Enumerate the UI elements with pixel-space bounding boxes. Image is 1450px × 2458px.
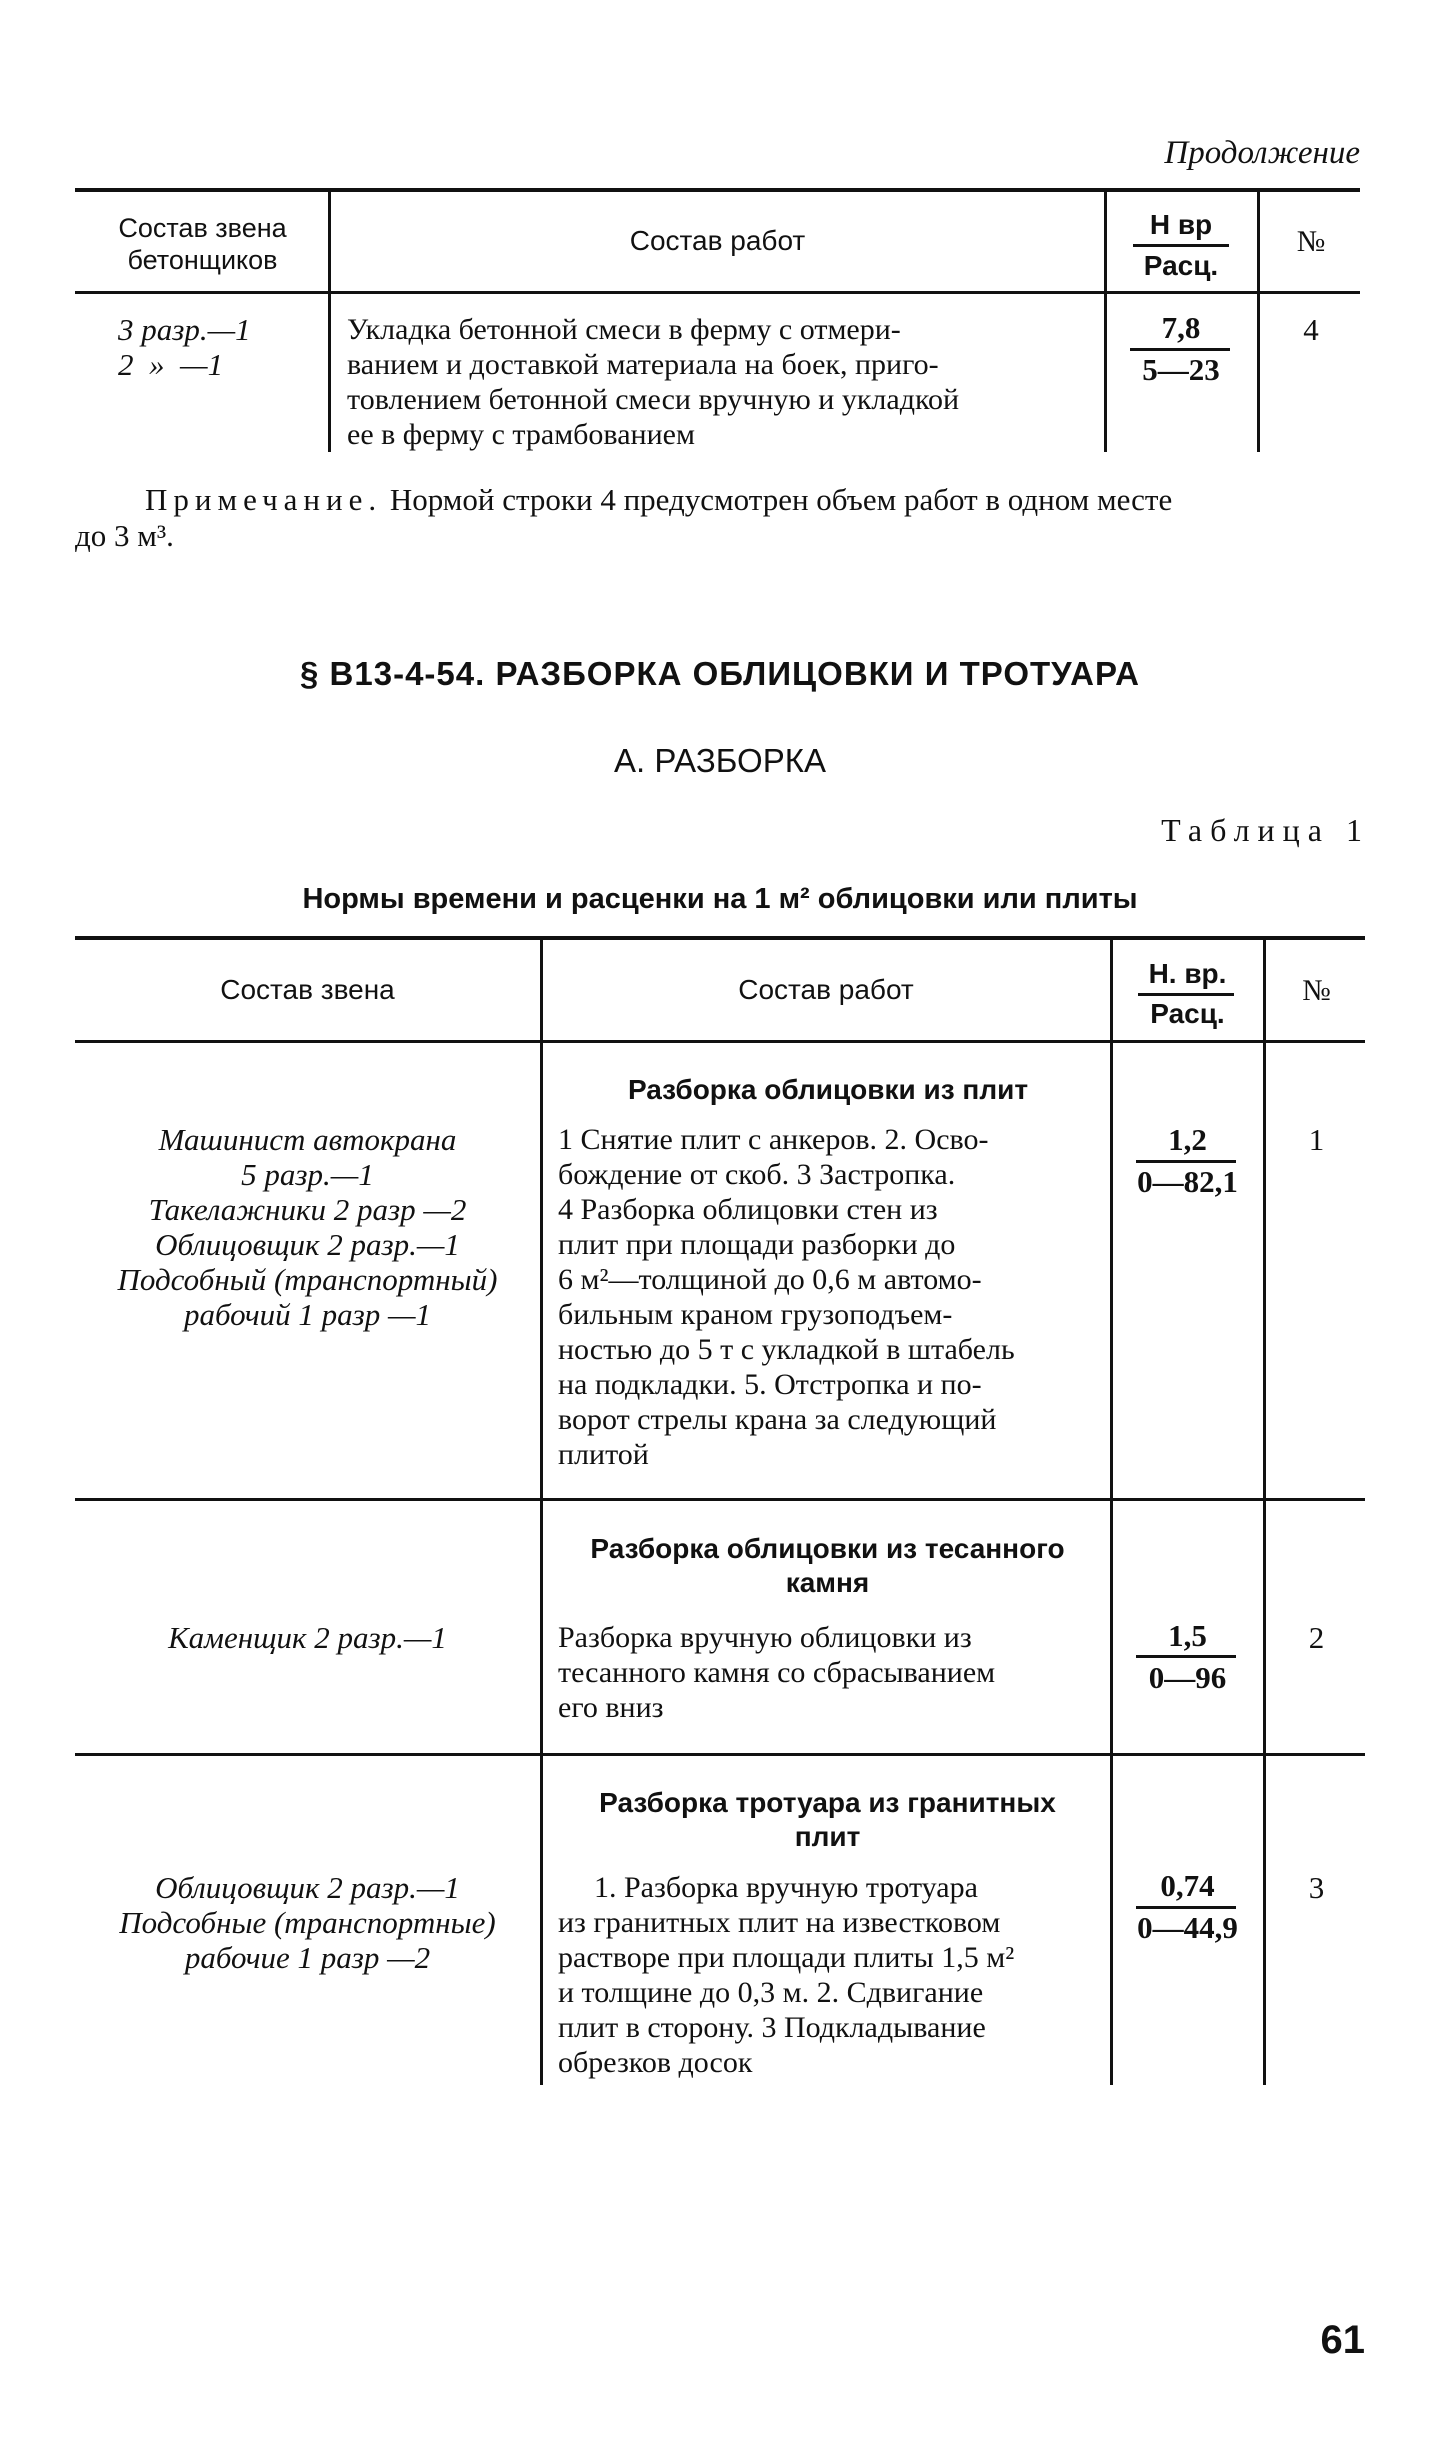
row1-work-5: 6 м²—толщиной до 0,6 м автомо- bbox=[558, 1263, 982, 1296]
subsection-title: А. РАЗБОРКА bbox=[614, 742, 826, 779]
row1-crew-6: рабочий 1 разр —1 bbox=[183, 1297, 432, 1332]
row2-work-1: Разборка вручную облицовки из bbox=[558, 1621, 972, 1654]
main-table-row2-rule bbox=[75, 1753, 1365, 1756]
top-header-work: Состав работ bbox=[629, 225, 806, 256]
row1-rate: 0—82,1 bbox=[1137, 1164, 1238, 1199]
row3-norm: 0,74 bbox=[1160, 1868, 1215, 1903]
row3-crew-1: Облицовщик 2 разр.—1 bbox=[155, 1870, 460, 1905]
row1-work-8: на подкладки. 5. Отстропка и по- bbox=[558, 1368, 982, 1401]
row3-bar bbox=[1136, 1906, 1236, 1909]
main-header-crew: Состав звена bbox=[220, 974, 395, 1005]
row1-work-1: 1 Снятие плит с анкеров. 2. Осво- bbox=[558, 1123, 989, 1156]
row3-num: 3 bbox=[1308, 1870, 1325, 1905]
row1-work-3: 4 Разборка облицовки стен из bbox=[558, 1193, 938, 1226]
table-caption: Нормы времени и расценки на 1 м² облицовки или плиты bbox=[302, 883, 1138, 915]
main-table-row1-rule bbox=[75, 1498, 1365, 1501]
row2-rate: 0—96 bbox=[1148, 1660, 1227, 1695]
row3-work bbox=[558, 1870, 1103, 2080]
row3-work-1: 1. Разборка вручную тротуара bbox=[594, 1871, 978, 1904]
row3-work-6: обрезков досок bbox=[558, 2046, 753, 2079]
top-header-crew bbox=[80, 212, 325, 276]
top-row-work-1: Укладка бетонной смеси в ферму с отмери- bbox=[347, 313, 901, 346]
table-label: Таблица 1 bbox=[1161, 812, 1370, 848]
top-header-norm: Н вр bbox=[1149, 209, 1213, 240]
top-table-vline-2 bbox=[1104, 190, 1107, 452]
row1-crew-2: 5 разр.—1 bbox=[241, 1157, 374, 1192]
top-table-vline-3 bbox=[1257, 190, 1260, 452]
row2-bar bbox=[1136, 1655, 1236, 1658]
top-row-num: 4 bbox=[1303, 312, 1319, 347]
note-label: Примечание. bbox=[145, 482, 383, 517]
row1-work-6: бильным краном грузоподъем- bbox=[558, 1298, 953, 1331]
top-row-bar bbox=[1130, 348, 1230, 351]
row1-crew-1: Машинист автокрана bbox=[158, 1122, 457, 1157]
row2-norm: 1,5 bbox=[1168, 1618, 1207, 1653]
main-table-top-rule bbox=[75, 936, 1365, 940]
row1-work-2: бождение от скоб. 3 Застропка. bbox=[558, 1158, 956, 1191]
page-number: 61 bbox=[1320, 2318, 1365, 2362]
top-row-work-2: ванием и доставкой материала на боек, приго- bbox=[347, 348, 939, 381]
row2-heading bbox=[545, 1532, 1110, 1600]
row1-work-4: плит при площади разборки до bbox=[558, 1228, 956, 1261]
row3-work-5: плит в сторону. 3 Подкладывание bbox=[558, 2011, 986, 2044]
top-header-num: № bbox=[1296, 225, 1326, 258]
row3-work-3: растворе при площади плиты 1,5 м² bbox=[558, 1941, 1015, 1974]
row2-crew bbox=[80, 1620, 535, 1655]
main-table-vline-2 bbox=[1110, 938, 1113, 2085]
top-row-norm: 7,8 bbox=[1161, 310, 1201, 345]
note-text: Нормой строки 4 предусмотрен объем работ в одном месте bbox=[382, 482, 1173, 517]
row2-heading-2: камня bbox=[785, 1567, 870, 1598]
row1-num: 1 bbox=[1308, 1122, 1325, 1157]
row1-work bbox=[558, 1122, 1103, 1472]
top-row-work-3: товлением бетонной смеси вручную и укладкой bbox=[347, 383, 960, 416]
row2-work bbox=[558, 1620, 1103, 1725]
row1-bar bbox=[1136, 1160, 1236, 1163]
row1-crew-5: Подсобный (транспортный) bbox=[117, 1262, 498, 1297]
row3-rate: 0—44,9 bbox=[1137, 1910, 1238, 1945]
top-row-work-4: ее в ферму с трамбованием bbox=[347, 418, 695, 451]
top-header-bar bbox=[1133, 244, 1229, 247]
main-header-bar bbox=[1138, 993, 1234, 996]
row1-work-10: плитой bbox=[558, 1438, 649, 1471]
row3-crew bbox=[80, 1870, 535, 1975]
row1-norm: 1,2 bbox=[1168, 1122, 1207, 1157]
main-table-vline-1 bbox=[540, 938, 543, 2085]
row3-crew-2: Подсобные (транспортные) bbox=[119, 1905, 496, 1940]
main-header-num: № bbox=[1302, 974, 1331, 1007]
row2-heading-1: Разборка облицовки из тесанного bbox=[590, 1533, 1065, 1564]
row1-heading: Разборка облицовки из плит bbox=[627, 1074, 1029, 1105]
main-table-vline-3 bbox=[1263, 938, 1266, 2085]
top-row-work bbox=[347, 312, 1095, 452]
continuation-label: Продолжение bbox=[1164, 135, 1360, 171]
main-header-rate: Расц. bbox=[1150, 998, 1225, 1029]
top-table-vline-1 bbox=[328, 190, 331, 452]
row3-work-4: и толщине до 0,3 м. 2. Сдвигание bbox=[558, 1976, 984, 2009]
row3-heading bbox=[545, 1786, 1110, 1854]
top-row-crew-2: 2 » —1 bbox=[118, 347, 224, 382]
row1-crew bbox=[80, 1122, 535, 1332]
main-header-work: Состав работ bbox=[738, 974, 914, 1005]
top-table-top-rule bbox=[75, 188, 1360, 192]
row1-crew-3: Такелажники 2 разр —2 bbox=[148, 1192, 467, 1227]
top-row-crew-1: 3 разр.—1 bbox=[118, 312, 251, 347]
row3-crew-3: рабочие 1 разр —2 bbox=[184, 1940, 431, 1975]
top-header-rate: Расц. bbox=[1143, 250, 1219, 281]
row1-crew-4: Облицовщик 2 разр.—1 bbox=[155, 1227, 460, 1262]
top-header-crew-line1: Состав звена bbox=[118, 213, 287, 243]
row2-work-2: тесанного камня со сбрасыванием bbox=[558, 1656, 996, 1689]
section-title: § В13-4-54. РАЗБОРКА ОБЛИЦОВКИ И ТРОТУАРА bbox=[300, 655, 1140, 692]
top-table-header-rule bbox=[75, 291, 1360, 294]
main-header-norm: Н. вр. bbox=[1148, 958, 1227, 989]
row1-work-7: ностью до 5 т с укладкой в штабель bbox=[558, 1333, 1015, 1366]
main-table-header-rule bbox=[75, 1040, 1365, 1043]
note bbox=[75, 482, 1365, 554]
row3-work-2: из гранитных плит на известковом bbox=[558, 1906, 1001, 1939]
top-header-crew-line2: бетонщиков bbox=[127, 245, 278, 275]
row2-num: 2 bbox=[1308, 1620, 1325, 1655]
top-row-crew bbox=[118, 312, 318, 382]
row1-work-9: ворот стрелы крана за следующий bbox=[558, 1403, 997, 1436]
row2-work-3: его вниз bbox=[558, 1691, 664, 1724]
row3-heading-1: Разборка тротуара из гранитных bbox=[599, 1787, 1056, 1818]
top-row-rate: 5—23 bbox=[1142, 352, 1220, 387]
row2-crew-1: Каменщик 2 разр.—1 bbox=[168, 1620, 447, 1655]
note-text-2: до 3 м³. bbox=[75, 518, 174, 553]
row3-heading-2: плит bbox=[794, 1821, 861, 1852]
